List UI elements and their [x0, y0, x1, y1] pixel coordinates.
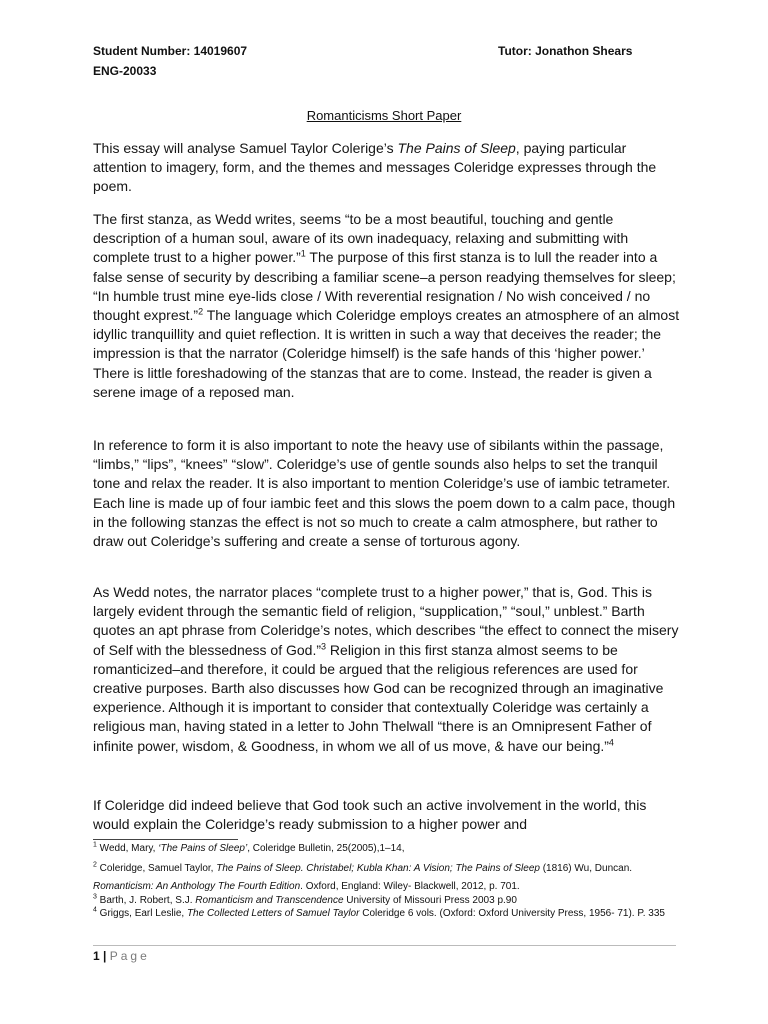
footnote-title: ‘The Pains of Sleep’ — [158, 843, 248, 854]
footnote-text: Coleridge, Samuel Taylor, — [96, 863, 217, 874]
footnote-number: 3 — [93, 893, 97, 901]
student-number: Student Number: 14019607 — [93, 44, 248, 58]
poem-title: The Pains of Sleep — [397, 140, 516, 156]
footnote-number: 1 — [93, 841, 97, 849]
paragraph-text: , paying particular attention to imagery, form, and the themes and messages Coleridge expresses through the poem. — [93, 140, 657, 195]
paragraph-4 — [93, 583, 683, 756]
paragraph-text: If Coleridge did indeed believe that God took such an active involvement in the world, this would explain the Coleridge’s ready submission to a higher power and — [93, 797, 647, 833]
footnote-ref: 3 — [321, 640, 327, 651]
footnote-text: University of Missouri Press 2003 p.90 — [343, 895, 517, 906]
footer-separator: | — [103, 949, 107, 963]
footnote-text: Barth, J. Robert, S.J. — [96, 895, 196, 906]
footnote-title: Romanticism: An Anthology The Fourth Edition — [93, 881, 301, 892]
paragraph-text: The first stanza, as Wedd writes, seems “to be a most beautiful, touching and gentle description of a human soul, aware of its own inadequacy, relaxing and submitting with complete trust to a higher power.” — [93, 211, 629, 266]
paragraph-5 — [93, 796, 683, 834]
tutor-name: Tutor: Jonathon Shears — [498, 44, 633, 58]
footnote-ref: 1 — [300, 248, 306, 259]
paragraph-text: As Wedd notes, the narrator places “complete trust to a higher power,” that is, God. This is largely evident through the semantic field of religion, “supplication,” “soul,” unblest.” Barth quotes an apt phrase from Coleridge’s notes, which describes “the effect to connect the misery of Self with the blessedness of God.” — [93, 584, 679, 658]
footnote-title: The Pains of Sleep. Christabel; Kubla Khan: A Vision; The Pains of Sleep — [216, 863, 540, 874]
footnote-3 — [93, 894, 683, 907]
footnote-title: The Collected Letters of Samuel Taylor — [186, 908, 360, 919]
paragraph-1 — [93, 139, 683, 197]
footnote-text: (1816) Wu, Duncan. — [539, 863, 633, 874]
paragraph-2 — [93, 210, 683, 402]
footnote-number: 2 — [93, 861, 97, 869]
footnote-text: Griggs, Earl Leslie, — [96, 908, 187, 919]
footer-rule — [93, 945, 676, 946]
paragraph-text: The purpose of this first stanza is to lull the reader into a false sense of security by describing a familiar scene–a person readying themselves for sleep; “In humble trust mine eye-lids close / With reverential resignation / No wish conceived / no thought exprest.” — [93, 249, 676, 324]
footnote-text: Coleridge 6 vols. (Oxford: Oxford University Press, 1956- 71). P. 335 — [359, 908, 665, 919]
footnote-4 — [93, 907, 683, 920]
footnote-ref: 2 — [198, 306, 204, 317]
paragraph-text: This essay will analyse Samuel Taylor Colerige’s — [93, 140, 398, 156]
paragraph-text: In reference to form it is also important to note the heavy use of sibilants within the passage, “limbs,” “lips”, “knees” “slow”. Coleridge’s use of gentle sounds also helps to set the tranquil tone and relax the reader. It is also important to mention Coleridge’s use of iambic tetrameter. Each line is made up of four iambic feet and this slows the poem down to a calm pace, though in the following stanzas the effect is not so much to create a calm atmosphere, but rather to draw out Coleridge’s suffering and create a sense of torturous agony. — [93, 437, 676, 550]
footnote-separator — [93, 839, 238, 840]
paragraph-text: Religion in this first stanza almost seems to be romanticized–and therefore, it could be argued that the religious references are used for creative purposes. Barth also discusses how God can be recognized through an imaginative experience. Although it is important to consider that contextually Coleridge was certainly a religious man, having stated in a letter to John Thelwall “there is an Omnipresent Father of infinite power, wisdom, & Goodness, in whom we all of us move, & have our being.” — [93, 641, 664, 754]
paper-title: Romanticisms Short Paper — [306, 108, 462, 123]
page-label: Page — [109, 949, 150, 963]
footnote-text: , Coleridge Bulletin, 25(2005),1–14, — [247, 843, 405, 854]
course-code: ENG-20033 — [93, 64, 157, 78]
footnote-ref: 4 — [608, 736, 614, 747]
footnote-text: Wedd, Mary, — [96, 843, 159, 854]
footnote-1 — [93, 842, 683, 855]
page-number: 1 — [93, 949, 100, 963]
page-footer — [93, 949, 150, 963]
footnote-2 — [93, 860, 683, 896]
paragraph-text: The language which Coleridge employs creates an atmosphere of an almost idyllic tranquillity and quiet reflection. It is written in such a way that deceives the reader; the impression is that the narrator (Coleridge himself) is the safe hands of this ‘higher power.’ There is little foreshadowing of the stanzas that are to come. Instead, the reader is given a serene image of a reposed man. — [93, 307, 680, 400]
footnote-text: . Oxford, England: Wiley- Blackwell, 2012, p. 701. — [300, 881, 520, 892]
footnote-number: 4 — [93, 906, 97, 914]
paragraph-3 — [93, 436, 683, 551]
footnote-title: Romanticism and Transcendence — [195, 895, 344, 906]
